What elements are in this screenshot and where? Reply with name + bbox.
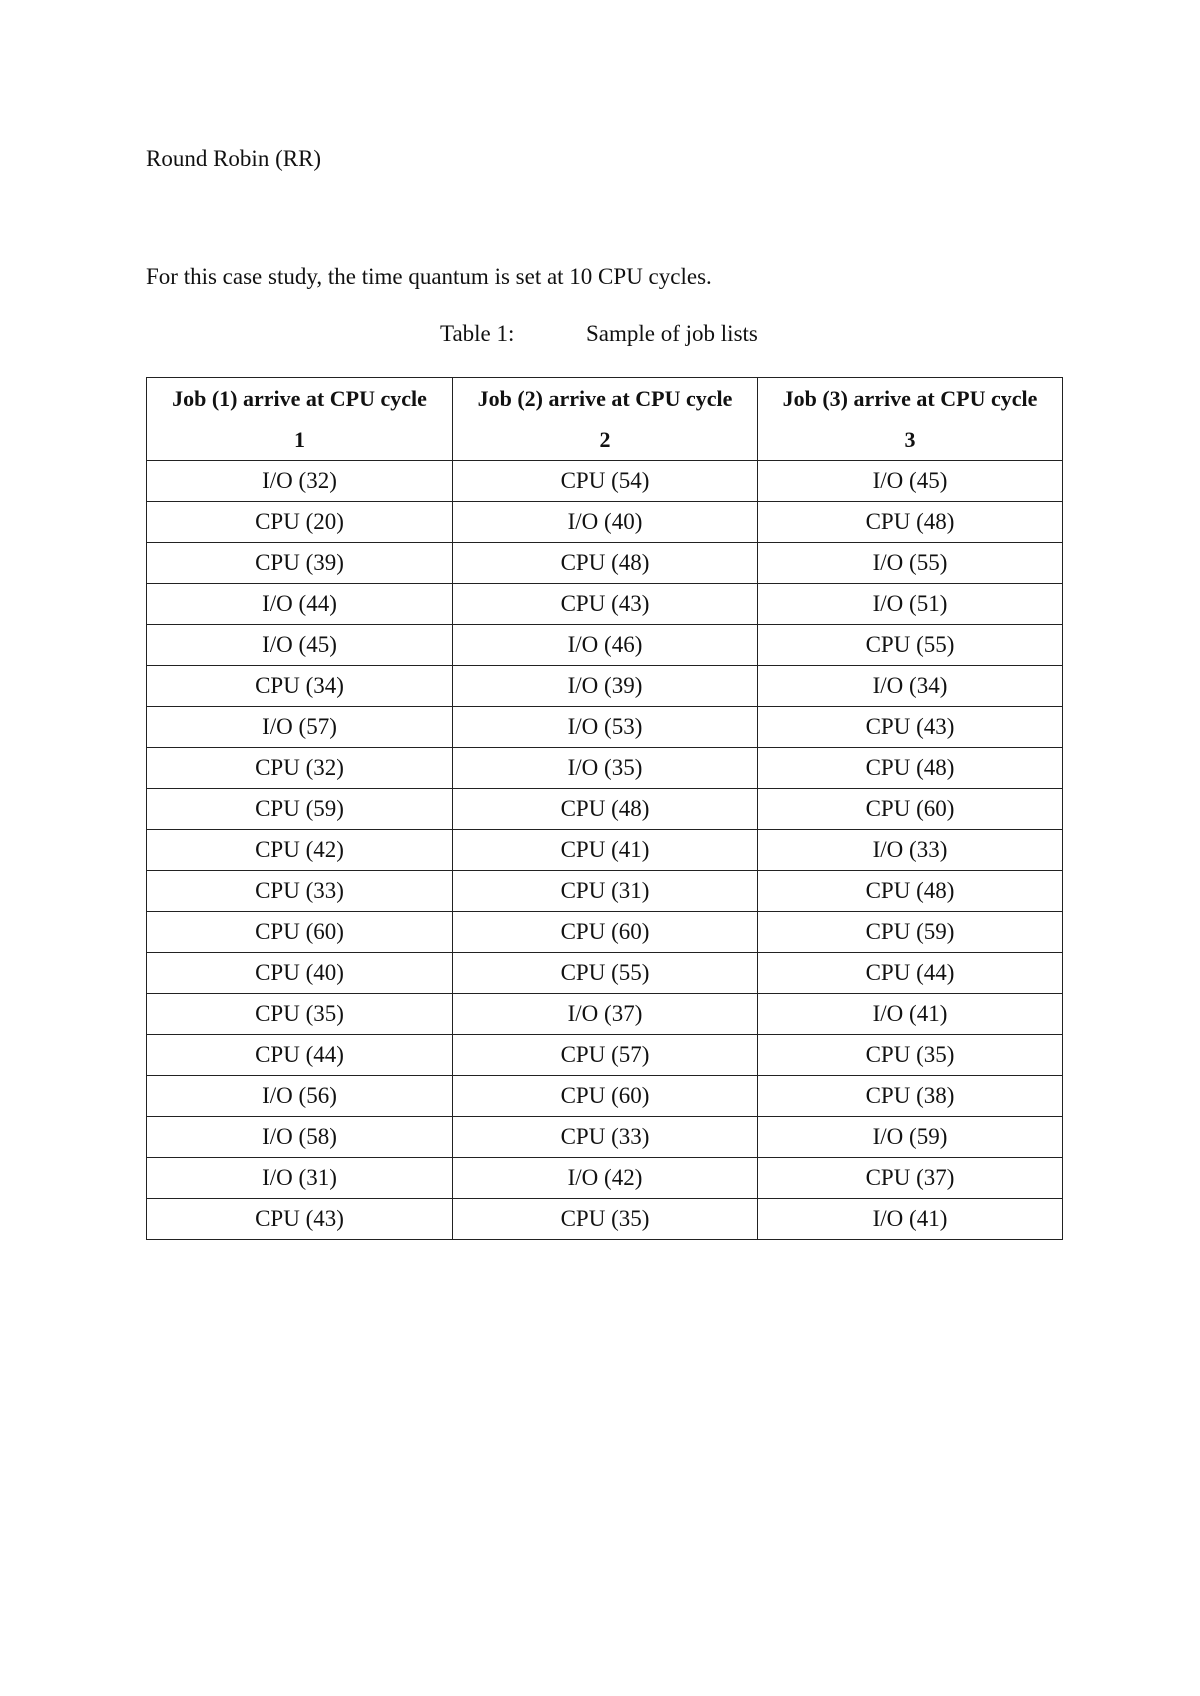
table-cell-job-2: I/O (39) <box>453 666 758 707</box>
column-header-job-1-title: Job (1) arrive at CPU cycle <box>172 386 427 411</box>
table-cell-job-2: CPU (60) <box>453 912 758 953</box>
table-body <box>147 461 1063 1240</box>
table-cell-job-3: I/O (55) <box>758 543 1063 584</box>
table-cell-job-1: I/O (31) <box>147 1158 453 1199</box>
table-caption-text: Sample of job lists <box>586 321 758 346</box>
table-caption-label: Table 1: <box>440 321 515 346</box>
table-cell-job-1: I/O (56) <box>147 1076 453 1117</box>
table-cell-job-2: CPU (31) <box>453 871 758 912</box>
table-cell-job-2: CPU (43) <box>453 584 758 625</box>
table-row <box>147 953 1063 994</box>
table-row <box>147 707 1063 748</box>
table-row <box>147 748 1063 789</box>
table-cell-job-1: CPU (39) <box>147 543 453 584</box>
table-cell-job-2: CPU (54) <box>453 461 758 502</box>
table-cell-job-1: I/O (57) <box>147 707 453 748</box>
table-cell-job-3: CPU (60) <box>758 789 1063 830</box>
table-row <box>147 1199 1063 1240</box>
table-cell-job-2: I/O (37) <box>453 994 758 1035</box>
table-cell-job-3: I/O (59) <box>758 1117 1063 1158</box>
column-header-job-2 <box>453 378 758 461</box>
table-row <box>147 912 1063 953</box>
table-row <box>147 1035 1063 1076</box>
table-row <box>147 871 1063 912</box>
table-cell-job-1: CPU (20) <box>147 502 453 543</box>
column-header-job-2-cycle: 2 <box>599 427 611 452</box>
table-cell-job-2: CPU (60) <box>453 1076 758 1117</box>
table-cell-job-3: I/O (34) <box>758 666 1063 707</box>
table-cell-job-1: CPU (44) <box>147 1035 453 1076</box>
table-cell-job-3: CPU (48) <box>758 502 1063 543</box>
table-cell-job-1: CPU (40) <box>147 953 453 994</box>
table-cell-job-3: CPU (59) <box>758 912 1063 953</box>
table-row <box>147 789 1063 830</box>
table-cell-job-2: I/O (53) <box>453 707 758 748</box>
column-header-job-2-title: Job (2) arrive at CPU cycle <box>477 386 733 411</box>
column-header-job-1-cycle: 1 <box>294 427 305 452</box>
table-cell-job-2: I/O (46) <box>453 625 758 666</box>
table-cell-job-3: I/O (41) <box>758 994 1063 1035</box>
table-row <box>147 1158 1063 1199</box>
table-header-row <box>147 378 1063 461</box>
table-cell-job-2: CPU (48) <box>453 789 758 830</box>
table-cell-job-1: CPU (43) <box>147 1199 453 1240</box>
column-header-job-3 <box>758 378 1063 461</box>
table-cell-job-3: CPU (55) <box>758 625 1063 666</box>
table-cell-job-3: CPU (37) <box>758 1158 1063 1199</box>
table-cell-job-2: CPU (41) <box>453 830 758 871</box>
table-row <box>147 502 1063 543</box>
column-header-job-1 <box>147 378 453 461</box>
section-heading: Round Robin (RR) <box>146 146 322 171</box>
column-header-job-3-cycle: 3 <box>904 427 916 452</box>
table-cell-job-2: CPU (55) <box>453 953 758 994</box>
table-row <box>147 1076 1063 1117</box>
table-cell-job-1: CPU (42) <box>147 830 453 871</box>
table-row <box>147 830 1063 871</box>
table-cell-job-3: CPU (48) <box>758 748 1063 789</box>
table-row <box>147 1117 1063 1158</box>
table-cell-job-3: CPU (38) <box>758 1076 1063 1117</box>
table-cell-job-3: I/O (33) <box>758 830 1063 871</box>
table-cell-job-3: CPU (43) <box>758 707 1063 748</box>
table-cell-job-1: CPU (60) <box>147 912 453 953</box>
table-cell-job-2: CPU (48) <box>453 543 758 584</box>
table-cell-job-1: I/O (58) <box>147 1117 453 1158</box>
table-cell-job-2: CPU (57) <box>453 1035 758 1076</box>
table-cell-job-1: CPU (32) <box>147 748 453 789</box>
table-cell-job-2: I/O (42) <box>453 1158 758 1199</box>
table-row <box>147 625 1063 666</box>
intro-paragraph: For this case study, the time quantum is set at 10 CPU cycles. <box>146 264 712 289</box>
table-cell-job-1: CPU (35) <box>147 994 453 1035</box>
table-row <box>147 461 1063 502</box>
table-row <box>147 666 1063 707</box>
table-cell-job-2: CPU (33) <box>453 1117 758 1158</box>
table-cell-job-2: I/O (35) <box>453 748 758 789</box>
table-caption <box>440 319 758 349</box>
table-cell-job-2: CPU (35) <box>453 1199 758 1240</box>
table-cell-job-3: I/O (45) <box>758 461 1063 502</box>
column-header-job-3-title: Job (3) arrive at CPU cycle <box>782 386 1038 411</box>
table-cell-job-3: I/O (51) <box>758 584 1063 625</box>
table-cell-job-1: CPU (33) <box>147 871 453 912</box>
table-cell-job-2: I/O (40) <box>453 502 758 543</box>
table-cell-job-3: CPU (48) <box>758 871 1063 912</box>
table-cell-job-1: I/O (45) <box>147 625 453 666</box>
table-cell-job-1: CPU (34) <box>147 666 453 707</box>
table-cell-job-3: CPU (44) <box>758 953 1063 994</box>
job-list-table <box>146 377 1063 1240</box>
table-cell-job-1: CPU (59) <box>147 789 453 830</box>
table-row <box>147 994 1063 1035</box>
table-cell-job-3: CPU (35) <box>758 1035 1063 1076</box>
table-cell-job-1: I/O (44) <box>147 584 453 625</box>
table-row <box>147 584 1063 625</box>
table-cell-job-3: I/O (41) <box>758 1199 1063 1240</box>
table-cell-job-1: I/O (32) <box>147 461 453 502</box>
table-row <box>147 543 1063 584</box>
